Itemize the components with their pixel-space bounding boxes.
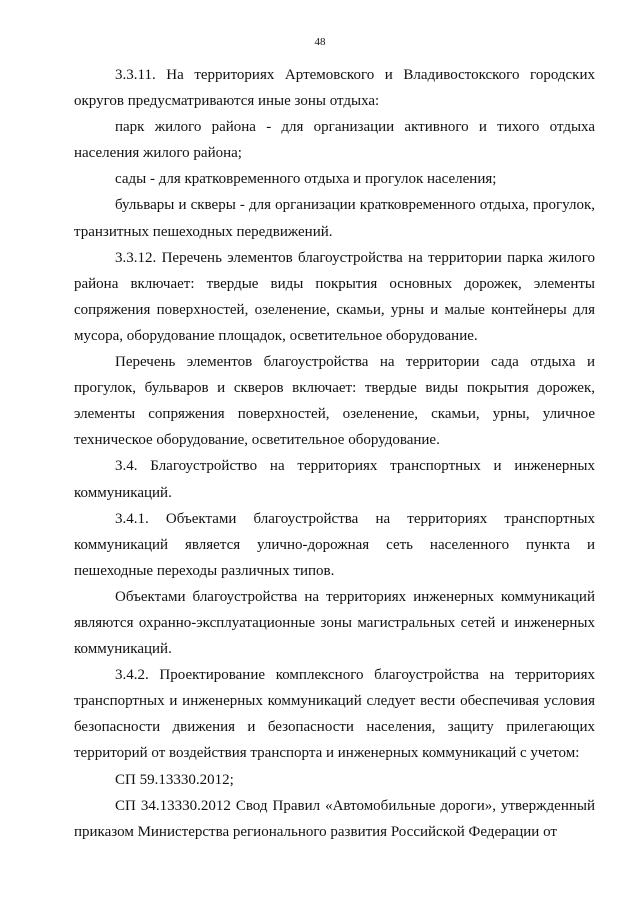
- paragraph-sp-59: СП 59.13330.2012;: [115, 771, 234, 788]
- paragraph-engineering-objects: Объектами благоустройства на территориях инженерных коммуникаций являются охранно-эксплуатационные зоны магистральных сетей и инженерных коммуникаций.: [74, 588, 595, 658]
- paragraph-sp-34: СП 34.13330.2012 Свод Правил «Автомобильные дороги», утвержденный приказом Министерства регионального развития Российской Федерации от: [74, 797, 595, 840]
- paragraph-3-3-11: 3.3.11. На территориях Артемовского и Владивостокского городских округов предусматриваются иные зоны отдыха:: [74, 67, 595, 110]
- paragraph-3-4-1: 3.4.1. Объектами благоустройства на территориях транспортных коммуникаций является улично-дорожная сеть населенного пункта и пешеходные переходы различных типов.: [74, 510, 595, 579]
- paragraph-park: парк жилого района - для организации активного и тихого отдыха населения жилого района;: [74, 119, 595, 162]
- paragraph-garden-elements: Перечень элементов благоустройства на территории сада отдыха и прогулок, бульваров и скверов включает: твердые виды покрытия дорожек, элементы сопряжения поверхностей, озеленение, скамьи, урны, уличное техническое оборудование, осветительное оборудование.: [74, 354, 595, 449]
- paragraph-3-4-2: 3.4.2. Проектирование комплексного благоустройства на территориях транспортных и инженерных коммуникаций следует вести обеспечивая условия безопасности движения и безопасности населения, защиту прилегающих территорий от воздействия транспорта и инженерных коммуникаций с учетом:: [74, 667, 595, 762]
- body-text: [74, 62, 595, 845]
- page-number: 48: [314, 36, 326, 48]
- paragraph-3-3-12: 3.3.12. Перечень элементов благоустройства на территории парка жилого района включает: твердые виды покрытия основных дорожек, элементы сопряжения поверхностей, озеленение, скамьи, урны и малые контейнеры для мусора, оборудование площадок, осветительное оборудование.: [74, 249, 595, 344]
- paragraph-boulevards: бульвары и скверы - для организации кратковременного отдыха, прогулок, транзитных пешеходных передвижений.: [74, 197, 595, 240]
- paragraph-3-4: 3.4. Благоустройство на территориях транспортных и инженерных коммуникаций.: [74, 458, 595, 501]
- paragraph-gardens: сады - для кратковременного отдыха и прогулок населения;: [115, 171, 497, 188]
